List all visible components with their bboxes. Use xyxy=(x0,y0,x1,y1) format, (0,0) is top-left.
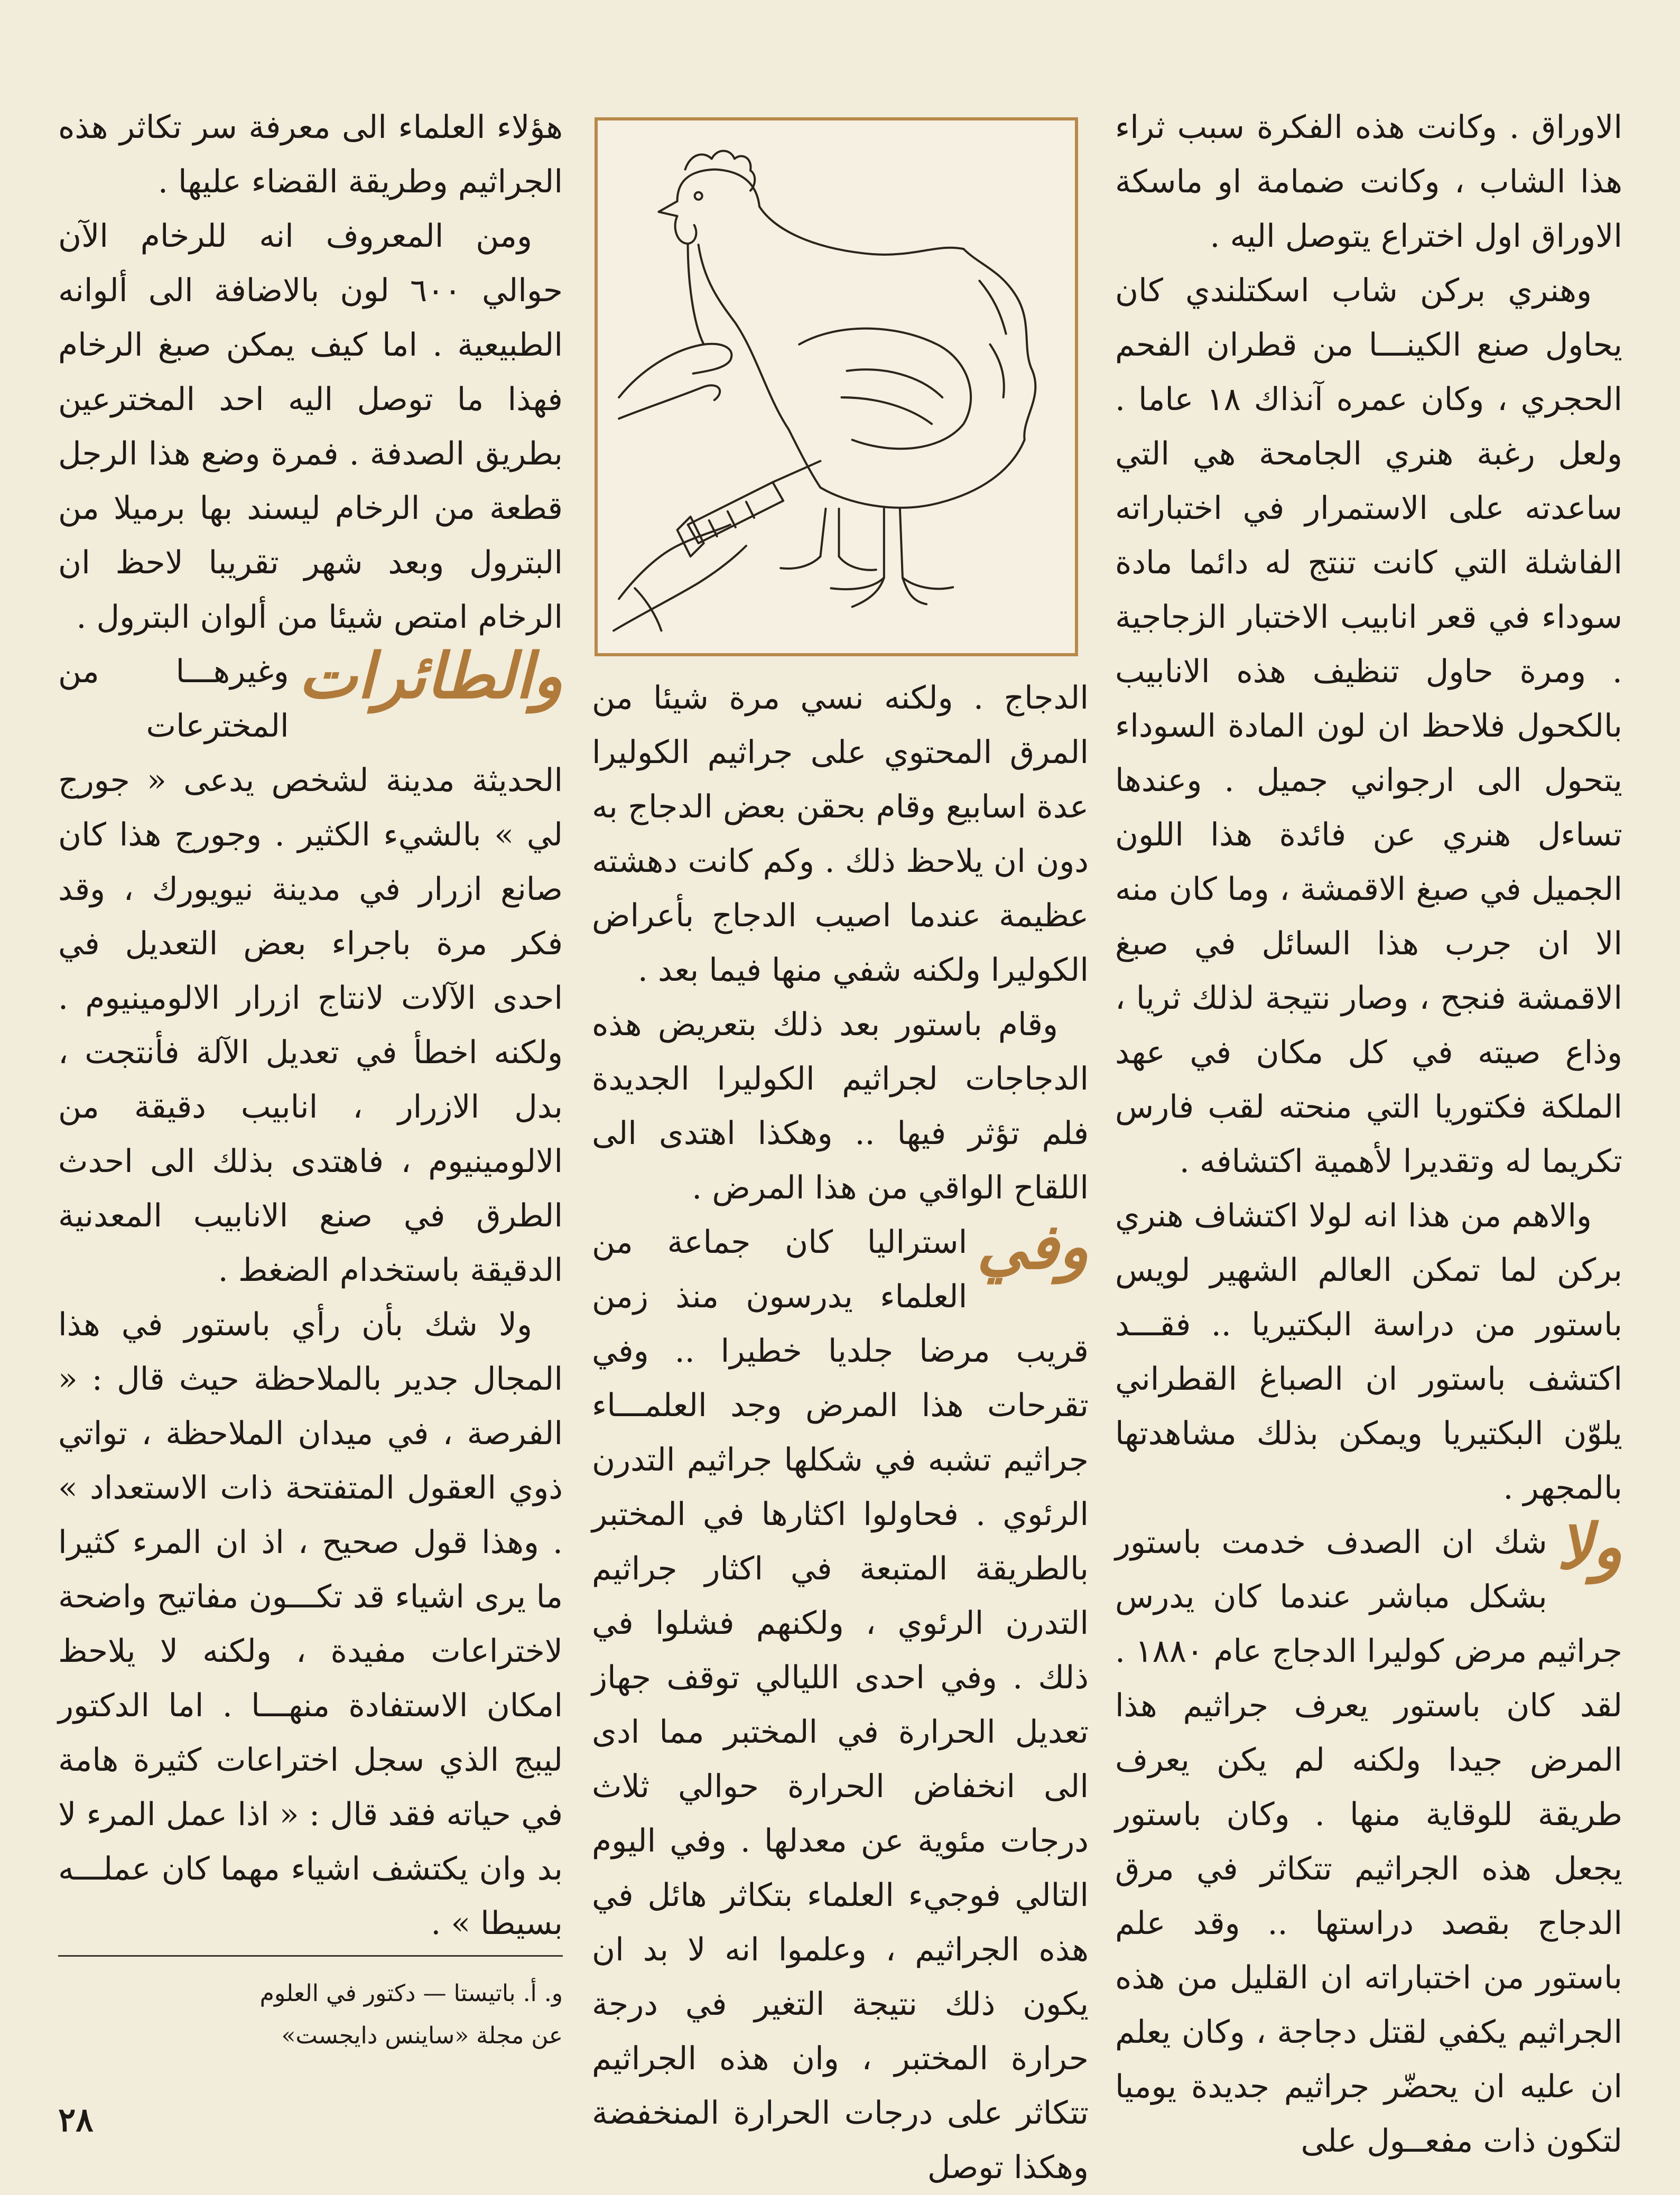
paragraph: وهنري بركن شاب اسكتلندي كان يحاول صنع الكينـــا من قطران الفحم الحجري ، وكان عمره آنذاك ١٨ عاما . ولعل رغبة هنري الجامحة هي التي ساعدته على الاستمرار في اختباراته الفاشلة التي كانت تنتج له دائما مادة سوداء في قعر انابيب الاختبار الزجاجية . ومرة حاول تنظيف هذه الانابيب بالكحول فلاحظ ان لون المادة السوداء يتحول الى ارجواني جميل . وعندها تساءل هنري عن فائدة هذا اللون الجميل في صبغ الاقمشة ، وما كان منه الا ان جرب هذا السائل في صبغ الاقمشة فنجح ، وصار نتيجة لذلك ثريا ، وذاع صيته في كل مكان في عهد الملكة فكتوريا التي منحته لقب فارس تكريما له وتقديرا لأهمية اكتشافه . xyxy=(1115,272,1623,1180)
paragraph: الدجاج . ولكنه نسي مرة شيئا من المرق المحتوي على جراثيم الكوليرا عدة اسابيع وقام بحقن بعض الدجاج به دون ان يلاحظ ذلك . وكم كانت دهشته عظيمة عندما اصيب الدجاج بأعراض الكوليرا ولكنه شفي منها فيما بعد . xyxy=(592,680,1089,989)
paragraph: والاهم من هذا انه لولا اكتشاف هنري بركن لما تمكن العالم الشهير لويس باستور من دراسة البكتيريا .. فقـــد اكتشف باستور ان الصباغ القطراني يلوّن البكتيريا ويمكن بذلك مشاهدتها بالمجهر . xyxy=(1115,1197,1622,1506)
chicken-injection-illustration xyxy=(595,117,1078,656)
paragraph: هؤلاء العلماء الى معرفة سر تكاثر هذه الجراثيم وطريقة القضاء عليها . xyxy=(58,109,563,200)
chicken-icon xyxy=(598,120,1075,653)
paragraph: ومن المعروف انه للرخام الآن حوالي ٦٠٠ لون بالاضافة الى ألوانه الطبيعية . اما كيف يمكن صبغ الرخام فهذا ما توصل اليه احد المخترعين بطريق الصدفة . فمرة وضع هذا الرجل قطعة من الرخام ليسند بها برميلا من البترول وبعد شهر تقريبا لاحظ ان الرخام امتص شيئا من ألوان البترول . xyxy=(58,218,563,636)
author-line: و. أ. باتيستا — دكتور في العلوم xyxy=(259,1980,563,2007)
right-column xyxy=(1115,100,1622,2169)
dropcap: والطائرات xyxy=(298,639,563,712)
dropcap-paragraph-text: شك ان الصدف خدمت باستور بشكل مباشر عندما كان يدرس جراثيم مرض كوليرا الدجاج عام ١٨٨٠ . لقد كان باستور يعرف جراثيم هذا المرض جيدا ولكنه لم يكن يعرف طريقة للوقاية منها . وكان باستور يجعل هذه الجراثيم تتكاثر في مرق الدجاج بقصد دراستها .. وقد علم باستور من اختباراته ان القليل من هذه الجراثيم يكفي لقتل دجاجة ، وكان يعلم ان عليه ان يحضّر جراثيم جديدة يوميا لتكون ذات مفعــول على xyxy=(1115,1524,1622,2160)
article-credit xyxy=(58,1955,563,2057)
paragraph: الاوراق . وكانت هذه الفكرة سبب ثراء هذا الشاب ، وكانت ضمامة او ماسكة الاوراق اول اختراع يتوصل اليه . xyxy=(1115,109,1622,255)
dropcap-paragraph xyxy=(592,1210,1089,2195)
dropcap-paragraph-text: استراليا كان جماعة من العلماء يدرسون منذ زمن قريب مرضا جلديا خطيرا .. وفي تقرحات هذا المرض وجد العلمـــاء جراثيم تشبه في شكلها جراثيم التدرن الرئوي . فحاولوا اكثارها في المختبر بالطريقة المتبعة في اكثار جراثيم التدرن الرئوي ، ولكنهم فشلوا في ذلك . وفي احدى الليالي توقف جهاز تعديل الحرارة في المختبر مما ادى الى انخفاض الحرارة حوالي ثلاث درجات مئوية عن معدلها . وفي اليوم التالي فوجيء العلماء بتكاثر هائل في هذه الجراثيم ، وعلموا انه لا بد ان يكون ذلك نتيجة التغير في درجة حرارة المختبر ، وان هذه الجراثيم تتكاثر على درجات الحرارة المنخفضة وهكذا توصل xyxy=(592,1224,1089,2186)
paragraph: ولا شك بأن رأي باستور في هذا المجال جدير بالملاحظة حيث قال : « الفرصة ، في ميدان الملاحظة ، تواتي ذوي العقول المتفتحة ذات الاستعداد » . وهذا قول صحيح ، اذ ان المرء كثيرا ما يرى اشياء قد تكـــون مفاتيح واضحة لاختراعات مفيدة ، ولكنه لا يلاحظ امكان الاستفادة منهـــا . اما الدكتور ليبج الذي سجل اختراعات كثيرة هامة في حياته فقد قال : « اذا عمل المرء لا بد وان يكتشف اشياء مهما كان عملـــه بسيطا » . xyxy=(58,1306,563,1942)
middle-column xyxy=(592,671,1089,2195)
dropcap: ولا xyxy=(1556,1510,1622,1583)
dropcap-paragraph-text: وغيرهـــا من المخترعات الحديثة مدينة لشخص يدعى « جورج لي » بالشيء الكثير . وجورج هذا كان صانع ازرار في مدينة نيويورك ، وقد فكر مرة باجراء بعض التعديل في احدى الآلات لانتاج ازرار الالومينيوم . ولكنه اخطأ في تعديل الآلة فأنتجت ، بدل الازرار ، انابيب دقيقة من الالومينيوم ، فاهتدى بذلك الى احدث الطرق في صنع الانابيب المعدنية الدقيقة باستخدام الضغط . xyxy=(58,653,563,1289)
dropcap-paragraph xyxy=(1115,1510,1622,2169)
left-column xyxy=(58,100,563,1951)
dropcap-paragraph xyxy=(58,639,563,1298)
source-line: عن مجلة «ساينس دايجست» xyxy=(281,2022,563,2049)
page-number: ٢٨ xyxy=(58,2100,94,2139)
paragraph: وقام باستور بعد ذلك بتعريض هذه الدجاجات لجراثيم الكوليرا الجديدة فلم تؤثر فيها .. وهكذا اهتدى الى اللقاح الواقي من هذا المرض . xyxy=(592,1006,1089,1206)
dropcap: وفي xyxy=(977,1210,1089,1283)
